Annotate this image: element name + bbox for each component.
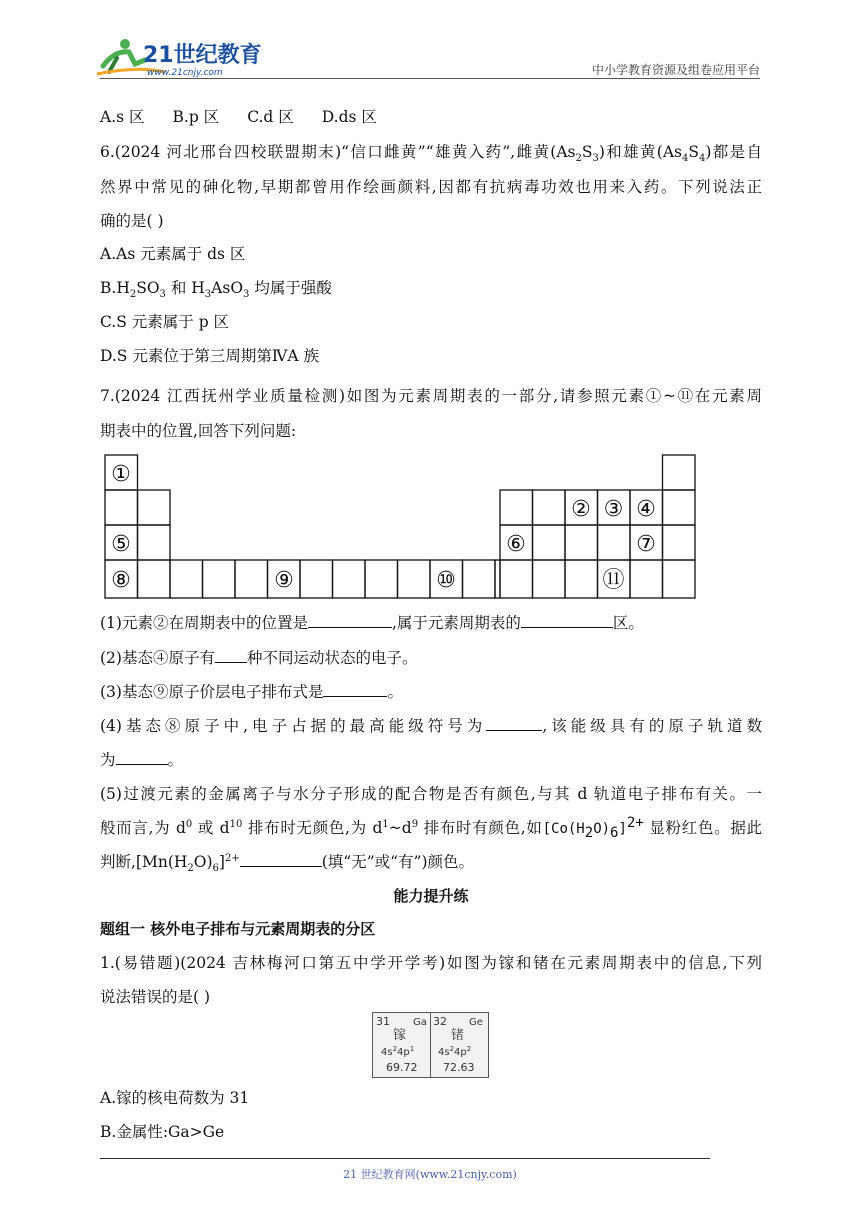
q7-part5-line2: 般而言,为 $d^0$ 或 $d^{10}$ 排布时无颜色,为 $d^1\sim d^9$ 排布时有颜色,如$[Co(H_2O)_6]^{2+}$ 显粉红色。据此 — [100, 814, 762, 842]
q7-stem-line2: 期表中的位置,回答下列问题: — [100, 422, 297, 440]
answer-blank[interactable] — [486, 716, 542, 731]
site-logo[interactable] — [95, 36, 265, 78]
q6-stem-line2: 然界中常见的砷化物,早期都曾用作绘画颜料,因都有抗病毒功效也用来入药。下列说法正 — [100, 178, 762, 196]
ge-name: 锗 — [451, 1028, 465, 1043]
element-7-label: ⑦ — [636, 532, 656, 557]
ge-symbol: Ge — [469, 1017, 483, 1028]
element-9-label: ⑨ — [274, 568, 294, 593]
footer-divider — [100, 1158, 710, 1159]
element-8-label: ⑧ — [111, 568, 131, 593]
footer-link[interactable]: 21 世纪教育网(www.21cnjy.com) — [343, 1168, 517, 1181]
header-platform-text: 中小学教育资源及组卷应用平台 — [591, 63, 760, 77]
q6-option-a: A.As 元素属于 ds 区 — [100, 245, 246, 263]
q6-option-c: C.S 元素属于 p 区 — [100, 313, 230, 331]
q7-stem-line1: 7.(2024 江西抚州学业质量检测)如图为元素周期表的一部分,请参照元素①~⑪在元素周 — [100, 387, 762, 405]
answer-blank[interactable] — [521, 613, 613, 628]
answer-blank[interactable] — [116, 750, 168, 765]
element-6-label: ⑥ — [506, 532, 526, 557]
element-5-label: ⑤ — [111, 532, 131, 557]
q6-stem-line1: 6.(2024 河北邢台四校联盟期末)“信口雌黄”“雄黄入药”,雌黄$(As_2S_3)$和雄黄$(As_4S_4)$都是自 — [100, 143, 762, 165]
ga-symbol: Ga — [413, 1017, 427, 1028]
header-divider — [100, 78, 760, 79]
q1-stem-line2: 说法错误的是( ) — [100, 988, 211, 1006]
q7-part5-line1: (5)过渡元素的金属离子与水分子形成的配合物是否有颜色,与其 d 轨道电子排布有关。一 — [100, 785, 762, 803]
q5-option-c: C.d 区 — [247, 108, 294, 126]
element-1-label: ① — [111, 462, 131, 487]
logo-text: 21世纪教育 — [143, 43, 262, 68]
q7-part1: (1)元素②在周期表中的位置是 ,属于元素周期表的 区。 — [100, 614, 644, 632]
q6-option-b: $B.H_2SO_3$ 和 $H_3AsO_3$ 均属于强酸 — [100, 279, 332, 301]
q5-option-b: B.p 区 — [172, 108, 220, 126]
answer-blank[interactable] — [215, 648, 247, 663]
q6-stem-line3: 确的是( ) — [100, 212, 164, 230]
group-title: 题组一 核外电子排布与元素周期表的分区 — [100, 920, 376, 938]
ga-name: 镓 — [393, 1028, 407, 1043]
element-2-label: ② — [571, 497, 591, 522]
element-10-label: ⑩ — [436, 568, 456, 593]
answer-blank[interactable] — [323, 682, 387, 697]
periodic-table-fragment — [104, 454, 698, 600]
q7-part3: (3)基态⑨原子价层电子排布式是 。 — [100, 683, 403, 701]
q5-option-d: D.ds 区 — [321, 108, 377, 126]
element-3-label: ③ — [603, 497, 624, 522]
q7-part4-line1: (4)基态⑧原子中,电子占据的最高能级符号为 ,该能级具有的原子轨道数 — [100, 717, 762, 735]
ga-mass: 69.72 — [386, 1061, 418, 1074]
logo-url: www.21cnjy.com — [147, 68, 223, 78]
element-11-label: ⑪ — [602, 568, 625, 593]
ge-atomic-number: 32 — [433, 1015, 447, 1028]
ga-config: $4s^24p^1$ — [381, 1045, 415, 1058]
ge-config: $4s^24p^2$ — [438, 1045, 472, 1058]
q6-option-d: D.S 元素位于第三周期第ⅣA 族 — [100, 347, 319, 365]
ge-mass: 72.63 — [443, 1061, 475, 1074]
answer-blank[interactable] — [308, 613, 392, 628]
element-info-card — [372, 1012, 489, 1078]
q5-option-a: A.s 区 — [100, 108, 145, 126]
section-title: 能力提升练 — [393, 887, 469, 905]
q1-stem-line1: 1.(易错题)(2024 吉林梅河口第五中学开学考)如图为镓和锗在元素周期表中的信息,下列 — [100, 954, 762, 972]
q7-part4-line2: 为 。 — [100, 751, 184, 769]
ga-atomic-number: 31 — [376, 1015, 390, 1028]
q7-part5-line3: 判断$,[Mn(H_2O)_6]^{2+}$ (填“无”或“有”)颜色。 — [100, 852, 475, 875]
answer-blank[interactable] — [240, 852, 322, 867]
element-4-label: ④ — [636, 497, 656, 522]
q1-option-b: B.金属性:Ga>Ge — [100, 1123, 225, 1141]
q7-part2: (2)基态④原子有 种不同运动状态的电子。 — [100, 649, 418, 667]
q5-options — [100, 107, 762, 127]
q1-option-a: A.镓的核电荷数为 31 — [100, 1089, 250, 1107]
